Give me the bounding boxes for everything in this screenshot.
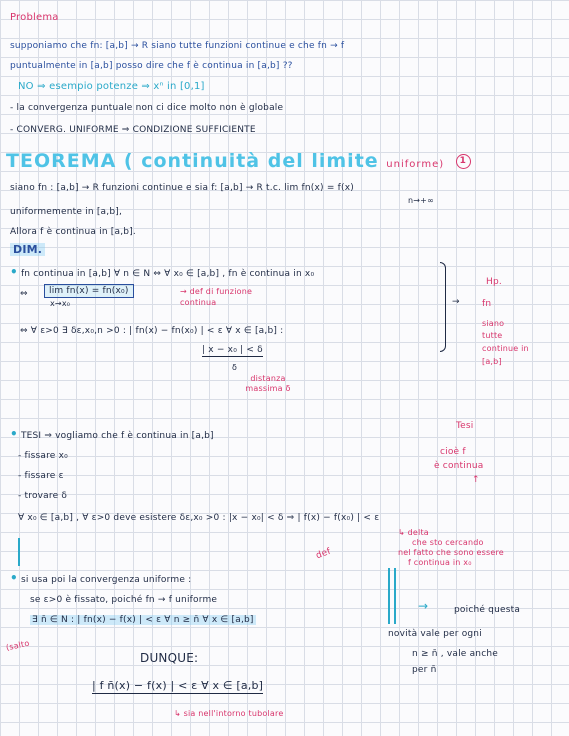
tesi-forall: ∀ x₀ ∈ [a,b] , ∀ ε>0 deve esistere δε,x₀ >0 : |x − x₀| < δ ⇒ | f(x) − f(x₀) | < ε (18, 513, 380, 523)
theorem-title (6, 150, 471, 176)
delta-note-2: nel fatto che sono essere (398, 548, 504, 557)
unif-arrow: → (418, 599, 429, 613)
dim-distance-note: distanza massima δ (245, 374, 291, 393)
hp-text-4: [a,b] (482, 357, 502, 366)
problema-line-2: puntualmente in [a,b] posso dire che f è continua in [a,b] ?? (10, 61, 293, 71)
delta-note-1: che sto cercando (412, 538, 484, 547)
dim-label (10, 244, 45, 257)
dim-label-text: DIM. (10, 243, 45, 256)
final-inequality-text: | f n̄(x) − f(x) | < ε ∀ x ∈ [a,b] (92, 679, 264, 692)
def-note: def (314, 546, 333, 562)
final-note: ↳ sia nell'intorno tubolare (174, 709, 284, 718)
delta-note-3: f continua in x₀ (408, 558, 472, 567)
unif-right-0: poiché questa (454, 605, 521, 615)
tesi-step-3: - trovare δ (18, 491, 68, 501)
problema-note-2: - CONVERG. UNIFORME ⇒ CONDIZIONE SUFFICIENTE (10, 125, 256, 135)
theorem-title-suffix: uniforme) (386, 159, 445, 170)
theorem-line-3: Allora f è continua in [a,b]. (10, 227, 136, 237)
salto-note: (salto (5, 638, 31, 653)
hp-label: Hp. (486, 277, 502, 287)
theorem-lim-sub: n→+∞ (408, 196, 434, 205)
dim-delta: δ (232, 363, 238, 372)
dim-eps-cond-text: | x − x₀ | < δ (202, 345, 263, 355)
hp-text-0: fn (482, 299, 492, 309)
unif-right-1: novità vale per ogni (388, 629, 482, 639)
section-label-problema: Problema (10, 12, 59, 23)
delta-note (398, 528, 504, 568)
dim-bullet-2 (10, 428, 214, 442)
tesi-step-1: - fissare x₀ (18, 451, 68, 461)
dim-eps-line: ⇔ ∀ ε>0 ∃ δε,x₀,n >0 : | fn(x) − fn(x₀) | < ε ∀ x ∈ [a,b] : (20, 326, 284, 336)
dunque-label: DUNQUE: (140, 651, 199, 665)
problema-note-1: - la convergenza puntuale non ci dice molto non è globale (10, 103, 284, 113)
unif-right-3: per n̄ (412, 665, 437, 675)
bullet-icon: • (10, 427, 18, 441)
dim-unif-line-2-text: ∃ n̄ ∈ N : | fn(x) − f(x) | < ε ∀ n ≥ n̄ ∀ x ∈ [a,b] (32, 615, 254, 625)
dim-limit-box (44, 285, 134, 297)
hp-text-1: siano (482, 319, 505, 328)
unif-right-2: n ≥ n̄ , vale anche (412, 649, 499, 659)
dim-bullet-3 (10, 572, 191, 586)
hp-arrow: → (452, 297, 460, 307)
theorem-line-1: siano fn : [a,b] → R funzioni continue e sia f: [a,b] → R t.c. lim fn(x) = f(x) (10, 183, 354, 193)
problema-answer: NO ⇒ esempio potenze ⇒ xⁿ in [0,1] (18, 81, 205, 92)
dim-unif-line-2 (30, 614, 256, 626)
tesi-arrow: ↑ (472, 475, 480, 485)
dim-limit: lim fn(x) = fn(x₀) (44, 284, 134, 298)
bullet-icon: • (10, 571, 18, 585)
dim-bullet-1 (10, 266, 314, 280)
dim-equiv: ⇔ (20, 289, 28, 299)
problema-line-1: supponiamo che fn: [a,b] → R siano tutte funzioni continue e che fn → f (10, 41, 345, 51)
hp-text-2: tutte (482, 331, 503, 340)
theorem-number: 1 (456, 154, 471, 169)
dim-bullet-1-text: fn continua in [a,b] ∀ n ∈ N ⇔ ∀ x₀ ∈ [a,b] , fn è continua in x₀ (20, 269, 315, 279)
dim-def-note: → def di funzione continua (180, 287, 253, 307)
bullet-icon: • (10, 265, 18, 279)
double-line-left (388, 568, 390, 624)
final-inequality (92, 680, 263, 692)
left-arrow-line (18, 538, 20, 566)
hp-text-3: continue in (482, 344, 529, 353)
double-line-right (394, 568, 396, 624)
hp-bracket (440, 262, 446, 352)
tesi-step-2: - fissare ε (18, 471, 64, 481)
dim-unif-line-1: se ε>0 è fissato, poiché fn → f uniforme (30, 595, 218, 605)
theorem-line-2: uniformemente in [a,b], (10, 207, 123, 217)
delta-note-0: ↳ delta (398, 528, 429, 537)
tesi-text-1: è continua (434, 461, 484, 471)
dim-eps-cond (202, 344, 263, 356)
dim-bullet-3-text: si usa poi la convergenza uniforme : (20, 575, 192, 585)
dim-limit-sub: x→x₀ (50, 299, 71, 308)
tesi-text-0: cioè f (440, 447, 466, 457)
tesi-label: Tesi (456, 421, 474, 431)
dim-bullet-2-text: TESI ⇒ vogliamo che f è continua in [a,b] (20, 431, 214, 441)
theorem-title-text: TEOREMA ( continuità del limite (6, 150, 379, 172)
